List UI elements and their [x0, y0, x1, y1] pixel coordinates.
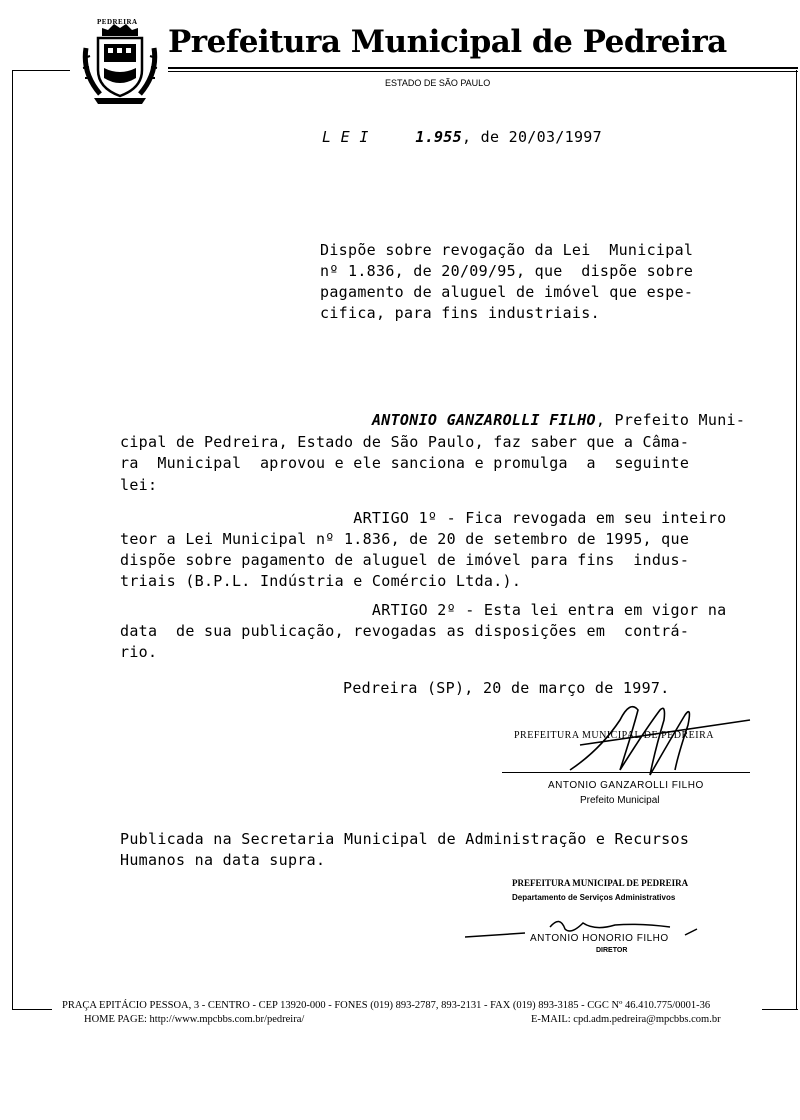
ementa-block [320, 240, 693, 324]
department-stamp-subtitle: Departamento de Serviços Administrativos [512, 893, 676, 902]
preamble-first-line [120, 410, 745, 432]
letterhead-title: Prefeitura Municipal de Pedreira [168, 24, 727, 60]
frame-bottom-left-line [12, 1009, 52, 1010]
article-1 [120, 508, 727, 592]
publication-line: Publicada na Secretaria Municipal de Administração e Recursos [120, 830, 690, 848]
frame-right-line [796, 70, 797, 1010]
frame-bottom-right-line [762, 1009, 798, 1010]
ementa-line: Dispõe sobre revogação da Lei Municipal [320, 241, 694, 259]
article-line: data de sua publicação, revogadas as disposições em contrá- [120, 622, 690, 640]
dateline: Pedreira (SP), 20 de março de 1997. [343, 679, 670, 697]
law-heading [322, 128, 602, 146]
publication-note [120, 829, 689, 871]
preamble-block [120, 410, 745, 496]
mayor-stamp: PREFEITURA MUNICIPAL DE PEDREIRA [514, 730, 714, 741]
preamble-first-line-rest: , Prefeito Muni- [595, 411, 746, 429]
frame-left-line [12, 70, 13, 1010]
law-date: , de 20/03/1997 [461, 128, 602, 146]
ementa-line: cifica, para fins industriais. [320, 304, 600, 322]
article-line: ARTIGO 2º - Esta lei entra em vigor na [120, 601, 727, 619]
article-line: triais (B.P.L. Indústria e Comércio Ltda.). [120, 572, 522, 590]
mayor-name-printed: ANTONIO GANZAROLLI FILHO [548, 780, 704, 791]
ementa-line: pagamento de aluguel de imóvel que espe- [320, 283, 694, 301]
preamble-line: ra Municipal aprovou e ele sanciona e promulga a seguinte [120, 454, 690, 472]
law-number: 1.955 [415, 128, 462, 146]
publication-line: Humanos na data supra. [120, 851, 326, 869]
frame-top-left-line [12, 70, 70, 71]
article-line: rio. [120, 643, 158, 661]
mayor-role: Prefeito Municipal [580, 795, 660, 806]
director-role: DIRETOR [596, 947, 628, 954]
frame-top-right-line-thin [168, 71, 798, 72]
frame-top-right-line [168, 67, 798, 69]
footer-homepage: HOME PAGE: http://www.mpcbbs.com.br/pedreira/ [84, 1014, 305, 1025]
coat-of-arms-emblem [80, 18, 160, 108]
letterhead-state: ESTADO DE SÃO PAULO [385, 78, 491, 88]
mayor-handwritten-signature [560, 690, 760, 790]
footer-email: E-MAIL: cpd.adm.pedreira@mpcbbs.com.br [531, 1014, 721, 1025]
ementa-line: nº 1.836, de 20/09/95, que dispõe sobre [320, 262, 694, 280]
footer-address: PRAÇA EPITÁCIO PESSOA, 3 - CENTRO - CEP 13920-000 - FONES (019) 893-2787, 893-2131 - FAX (019) 893-3185 - CGC Nº 46.410.775/0001-36 [62, 1000, 711, 1011]
article-line: teor a Lei Municipal nº 1.836, de 20 de setembro de 1995, que [120, 530, 690, 548]
article-line: dispõe sobre pagamento de aluguel de imóvel para fins indus- [120, 551, 690, 569]
crest-top-text: PEDREIRA [97, 18, 138, 26]
department-stamp-title: PREFEITURA MUNICIPAL DE PEDREIRA [512, 878, 689, 888]
preamble-line: cipal de Pedreira, Estado de São Paulo, faz saber que a Câma- [120, 432, 690, 451]
preamble-line: lei: [120, 475, 158, 494]
law-word: L E I [322, 128, 369, 146]
article-line: ARTIGO 1º - Fica revogada em seu inteiro [120, 509, 727, 527]
crest-bottom-text: PEDRA SUO [103, 99, 131, 104]
mayor-name: ANTONIO GANZAROLLI FILHO [371, 411, 596, 429]
director-name: ANTONIO HONORIO FILHO [530, 933, 669, 944]
article-2 [120, 600, 727, 663]
